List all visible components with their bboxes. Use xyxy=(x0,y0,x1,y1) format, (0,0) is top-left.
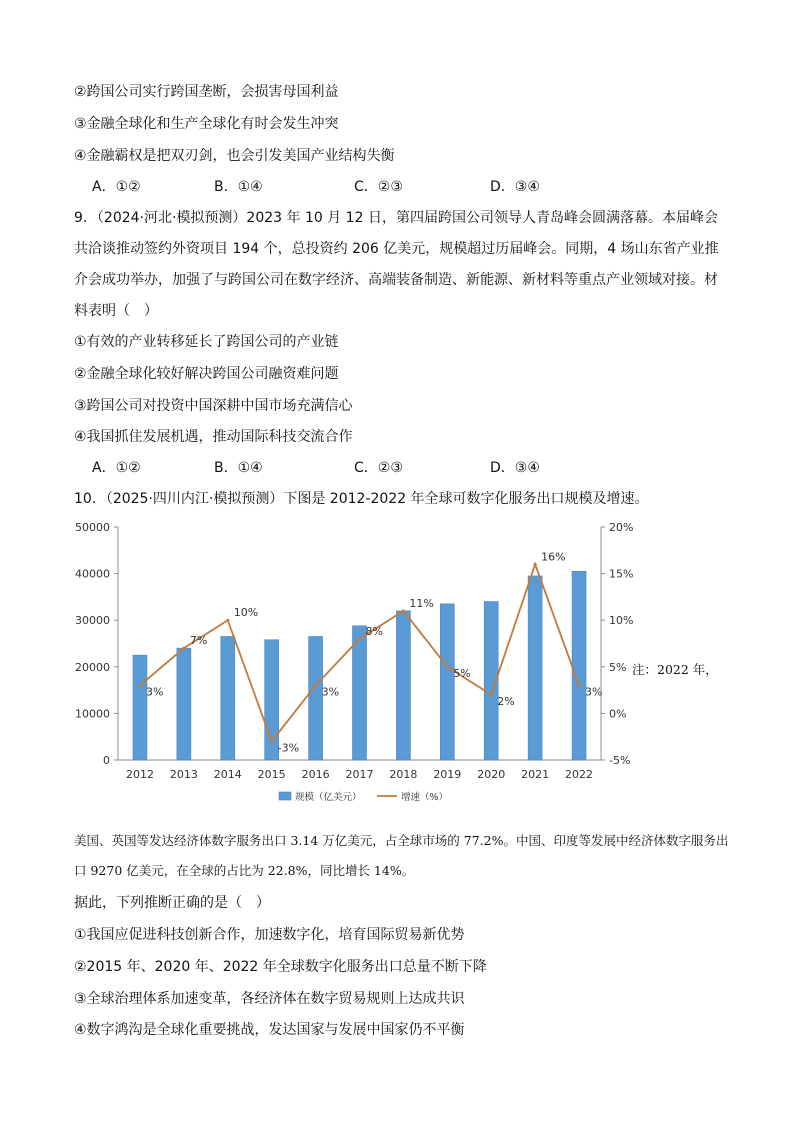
growth-point xyxy=(358,637,361,640)
growth-point xyxy=(138,684,141,687)
option-2: ②跨国公司实行跨国垄断，会损害母国利益 xyxy=(74,84,339,100)
q9-option-1: ①有效的产业转移延长了跨国公司的产业链 xyxy=(74,334,339,350)
q9-option-3: ③跨国公司对投资中国深耕中国市场充满信心 xyxy=(74,398,353,414)
y-right-tick-label: 10% xyxy=(609,614,634,628)
data-label: 16% xyxy=(541,550,566,564)
q9-option-2: ②金融全球化较好解决跨国公司融资难问题 xyxy=(74,366,339,382)
y-left-tick-label: 40000 xyxy=(75,567,110,581)
data-label: 11% xyxy=(409,596,434,610)
choice-b[interactable]: B．①④ xyxy=(214,460,263,476)
data-label: 5% xyxy=(453,666,471,680)
q10-stem: 10．（2025·四川内江·模拟预测）下图是 2012-2022 年全球可数字化服务出口规模及增速。 xyxy=(74,491,649,507)
choice-a[interactable]: A．①② xyxy=(92,460,141,476)
bar xyxy=(440,604,454,760)
y-left-tick-label: 30000 xyxy=(75,614,110,628)
growth-point xyxy=(182,647,185,650)
q9-stem: 9．（2024·河北·模拟预测）2023 年 10 月 12 日，第四届跨国公司领导人青岛峰会圆满落幕。本届峰会共洽谈推动签约外资项目 194 个，总投资约 206 亿美元，规模超过历届峰会。同期，4 场山东省产业推介会成功举办，加强了与跨国公司在数字经济、高端装备制造、新能源、新材料等重点产业领域对接。材料表明（ ） xyxy=(74,210,719,319)
legend-bar-label: 规模（亿美元） xyxy=(295,792,362,803)
export-chart xyxy=(74,510,634,815)
growth-point xyxy=(446,665,449,668)
y-right-tick-label: 20% xyxy=(609,521,634,534)
growth-point xyxy=(402,609,405,612)
option-3: ③金融全球化和生产全球化有时会发生冲突 xyxy=(74,116,339,132)
q10-option-2: ②2015 年、2020 年、2022 年全球数字化服务出口总量不断下降 xyxy=(74,959,487,975)
x-tick-label: 2016 xyxy=(301,768,330,781)
choice-a[interactable]: A．①② xyxy=(92,179,141,195)
q10-prompt: 据此，下列推断正确的是（ ） xyxy=(74,895,270,911)
data-label: 7% xyxy=(189,634,208,648)
x-tick-label: 2012 xyxy=(125,768,154,781)
x-tick-label: 2020 xyxy=(477,768,506,781)
bar xyxy=(177,648,191,760)
growth-point xyxy=(490,693,493,696)
y-left-tick-label: 10000 xyxy=(75,707,110,721)
growth-point xyxy=(578,684,581,687)
legend-line-label: 增速（%） xyxy=(401,792,449,803)
growth-point xyxy=(270,740,273,743)
data-label: 8% xyxy=(365,624,383,638)
x-tick-label: 2015 xyxy=(257,768,286,781)
x-tick-label: 2013 xyxy=(169,768,198,781)
chart-note: 美国、英国等发达经济体数字服务出口 3.14 万亿美元，占全球市场的 77.2%。中国、印度等发展中经济体数字服务出口 9270 亿美元，在全球的占比为 22.8%，同比增长 14%。 xyxy=(74,833,729,878)
q9-option-4: ④我国抓住发展机遇，推动国际科技交流合作 xyxy=(74,429,353,445)
bar xyxy=(528,576,542,760)
bar xyxy=(309,637,323,760)
choice-c[interactable]: C．②③ xyxy=(354,179,403,195)
y-right-tick-label: 0% xyxy=(609,707,627,721)
option-4: ④金融霸权是把双刃剑，也会引发美国产业结构失衡 xyxy=(74,148,395,164)
growth-point xyxy=(534,563,537,566)
data-label: 2% xyxy=(497,694,515,708)
data-label: 10% xyxy=(233,606,259,620)
growth-point xyxy=(314,684,317,687)
x-tick-label: 2022 xyxy=(565,768,594,781)
q10-option-4: ④数字鸿沟是全球化重要挑战，发达国家与发展中国家仍不平衡 xyxy=(74,1022,465,1038)
x-tick-label: 2021 xyxy=(521,768,550,781)
y-left-tick-label: 50000 xyxy=(75,521,110,534)
bar xyxy=(133,655,147,760)
x-tick-label: 2019 xyxy=(433,768,462,781)
y-left-tick-label: 20000 xyxy=(75,660,110,674)
y-right-tick-label: 15% xyxy=(609,567,634,581)
chart-note-start: 注：2022 年， xyxy=(632,662,718,677)
bar xyxy=(396,611,410,760)
data-label: 3% xyxy=(321,685,340,699)
choice-c[interactable]: C．②③ xyxy=(354,460,403,476)
legend-bar-swatch xyxy=(279,792,291,800)
data-label: -3% xyxy=(277,741,300,755)
growth-point xyxy=(226,619,229,622)
x-tick-label: 2017 xyxy=(345,768,374,781)
bar xyxy=(221,637,235,760)
data-label: 3% xyxy=(585,685,603,699)
y-right-tick-label: -5% xyxy=(609,754,631,767)
data-label: 3% xyxy=(145,685,164,699)
choice-b[interactable]: B．①④ xyxy=(214,179,263,195)
q10-option-3: ③全球治理体系加速变革，各经济体在数字贸易规则上达成共识 xyxy=(74,991,465,1007)
q10-option-1: ①我国应促进科技创新合作，加速数字化，培育国际贸易新优势 xyxy=(74,927,465,943)
bar xyxy=(353,626,367,760)
y-left-tick-label: 0 xyxy=(103,754,110,767)
y-right-tick-label: 5% xyxy=(609,660,627,674)
x-tick-label: 2014 xyxy=(213,768,242,781)
x-tick-label: 2018 xyxy=(389,768,418,781)
choice-d[interactable]: D．③④ xyxy=(490,460,540,476)
choice-d[interactable]: D．③④ xyxy=(490,179,540,195)
bar xyxy=(572,571,586,760)
